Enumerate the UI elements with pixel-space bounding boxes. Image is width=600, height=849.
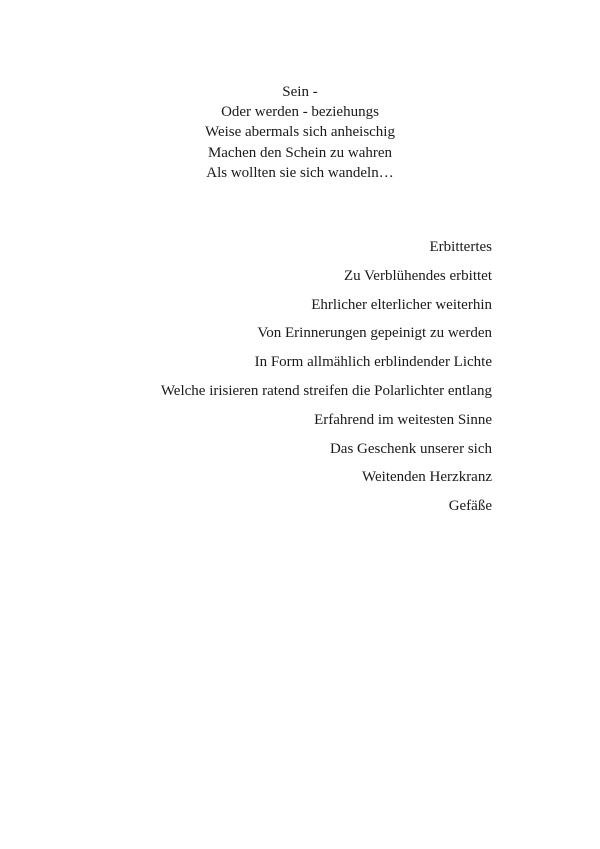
poem-line: Als wollten sie sich wandeln… — [206, 164, 394, 181]
poem-line: Sein - — [282, 84, 318, 100]
poem-line: Erfahrend im weitesten Sinne — [314, 411, 492, 428]
poem-line: In Form allmählich erblindender Lichte — [254, 354, 492, 371]
poem-line: Weitenden Herzkranz — [362, 469, 492, 486]
poem-line: Gefäße — [448, 498, 492, 515]
poem-line: Weise abermals sich anheischig — [205, 124, 395, 141]
stanza-right-aligned — [161, 233, 492, 521]
stanza-centered — [0, 82, 600, 183]
poem-line: Das Geschenk unserer sich — [329, 440, 492, 457]
poem-line: Erbittertes — [429, 239, 492, 255]
poem-line: Ehrlicher elterlicher weiterhin — [311, 296, 492, 313]
poem-line: Machen den Schein zu wahren — [207, 144, 393, 161]
poem-line: Welche irisieren ratend streifen die Polarlichter entlang — [160, 382, 492, 399]
poem-line: Oder werden - beziehungs — [221, 104, 379, 121]
poem-line: Zu Verblühendes erbittet — [343, 267, 492, 284]
poem-line: Von Erinnerungen gepeinigt zu werden — [257, 325, 492, 342]
